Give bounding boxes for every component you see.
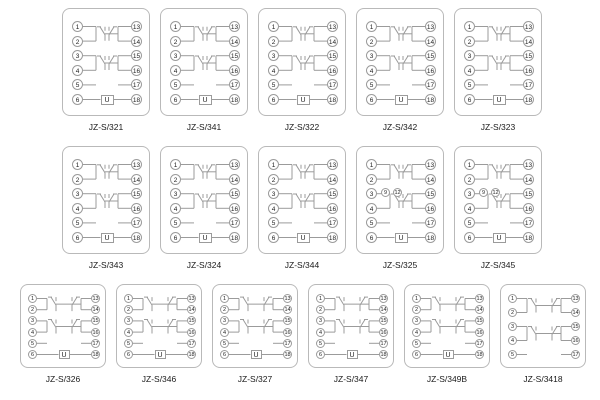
- terminal-pin-right-13: 13: [572, 296, 579, 302]
- terminal-pin-right-17: 17: [425, 79, 436, 90]
- terminal-pin-right-13: 13: [229, 21, 240, 32]
- panel-border: [356, 8, 444, 116]
- terminal-pin-left-1: 1: [366, 159, 377, 170]
- terminal-pin-left-5: 5: [124, 339, 133, 348]
- terminal-pin-right-14: 14: [523, 36, 534, 47]
- terminal-pin-left-3: 3: [72, 50, 83, 61]
- terminal-pin-left-6: 6: [124, 350, 133, 359]
- terminal-pin-left-1: 1: [366, 21, 377, 32]
- terminal-pin-right-18: 18: [425, 94, 436, 105]
- terminal-pin-right-15: 15: [229, 50, 240, 61]
- terminal-pin-right-15: 15: [476, 318, 483, 325]
- terminal-pin-right-17: 17: [523, 79, 534, 90]
- terminal-pin-left-6: 6: [170, 94, 181, 105]
- terminal-pin-right-15: 15: [572, 324, 579, 330]
- terminal-pin-right-14: 14: [229, 174, 240, 185]
- terminal-pin-left-3: 3: [170, 188, 181, 199]
- panel-caption: JZ-S/346: [141, 374, 177, 384]
- terminal-pin-right-16: 16: [380, 329, 387, 336]
- terminal-pin-left-4: 4: [170, 65, 181, 76]
- terminal-pin-left-1: 1: [464, 159, 475, 170]
- terminal-pin-left-1: 1: [220, 294, 229, 303]
- panel-caption: JZ-S/345: [480, 260, 516, 270]
- diagram-panel: [258, 146, 346, 276]
- terminal-pin-left-3: 3: [366, 50, 377, 61]
- terminal-pin-left-4: 4: [220, 328, 229, 337]
- terminal-pin-left-3: 3: [72, 188, 83, 199]
- terminal-pin-left-6: 6: [268, 94, 279, 105]
- terminal-pin-right-16: 16: [523, 65, 534, 76]
- terminal-pin-right-13: 13: [92, 296, 99, 302]
- terminal-pin-left-2: 2: [316, 305, 325, 314]
- terminal-pin-right-16: 16: [229, 65, 240, 76]
- diagram-panel: [160, 8, 248, 138]
- terminal-pin-right-13: 13: [380, 296, 387, 302]
- terminal-pin-left-3: 3: [412, 316, 421, 325]
- terminal-pin-left-3: 3: [316, 316, 325, 325]
- terminal-pin-right-14: 14: [327, 174, 338, 185]
- panel-caption: JZ-S/341: [186, 122, 222, 132]
- coil-symbol: U: [297, 95, 310, 105]
- terminal-pin-left-1: 1: [268, 159, 279, 170]
- terminal-pin-right-15: 15: [380, 318, 387, 325]
- terminal-pin-left-6: 6: [464, 94, 475, 105]
- panel-border: [258, 8, 346, 116]
- diagram-panel: [258, 8, 346, 138]
- terminal-pin-right-14: 14: [327, 36, 338, 47]
- terminal-pin-left-3: 3: [170, 50, 181, 61]
- panel-caption: JZ-S/322: [284, 122, 320, 132]
- terminal-pin-right-17: 17: [380, 340, 387, 347]
- panel-border: [454, 146, 542, 254]
- terminal-pin-left-1: 1: [72, 21, 83, 32]
- terminal-pin-right-15: 15: [131, 188, 142, 199]
- terminal-pin-left-5: 5: [316, 339, 325, 348]
- diagram-panel: [62, 8, 150, 138]
- terminal-pin-right-17: 17: [188, 340, 195, 347]
- terminal-pin-right-17: 17: [425, 217, 436, 228]
- terminal-pin-right-14: 14: [476, 307, 483, 314]
- terminal-pin-right-15: 15: [425, 188, 436, 199]
- terminal-pin-left-1: 1: [170, 21, 181, 32]
- terminal-pin-right-17: 17: [229, 217, 240, 228]
- terminal-pin-right-16: 16: [284, 329, 291, 336]
- terminal-pin-left-2: 2: [170, 36, 181, 47]
- terminal-pin-extra-9: 9: [381, 188, 390, 197]
- panel-border: [258, 146, 346, 254]
- terminal-pin-left-4: 4: [268, 203, 279, 214]
- terminal-pin-right-18: 18: [523, 94, 534, 105]
- terminal-pin-right-16: 16: [425, 203, 436, 214]
- coil-symbol: U: [59, 350, 70, 359]
- terminal-pin-right-15: 15: [327, 50, 338, 61]
- terminal-pin-left-6: 6: [464, 232, 475, 243]
- terminal-pin-right-14: 14: [188, 307, 195, 314]
- terminal-pin-left-4: 4: [316, 328, 325, 337]
- terminal-pin-left-6: 6: [220, 350, 229, 359]
- terminal-pin-left-4: 4: [508, 336, 517, 345]
- terminal-pin-right-14: 14: [284, 307, 291, 314]
- terminal-pin-left-1: 1: [28, 294, 37, 303]
- terminal-pin-right-13: 13: [523, 159, 534, 170]
- terminal-pin-left-5: 5: [464, 79, 475, 90]
- panel-caption: JZ-S/343: [88, 260, 124, 270]
- terminal-pin-right-13: 13: [284, 296, 291, 302]
- terminal-pin-right-15: 15: [425, 50, 436, 61]
- panel-caption: JZ-S/323: [480, 122, 516, 132]
- terminal-pin-right-13: 13: [523, 21, 534, 32]
- terminal-pin-left-5: 5: [72, 79, 83, 90]
- terminal-pin-left-2: 2: [28, 305, 37, 314]
- terminal-pin-extra-12: 12: [492, 190, 499, 197]
- panel-caption: JZ-S/321: [88, 122, 124, 132]
- terminal-pin-right-16: 16: [188, 329, 195, 336]
- terminal-pin-left-5: 5: [268, 79, 279, 90]
- terminal-pin-right-14: 14: [229, 36, 240, 47]
- diagram-panel: [212, 284, 298, 390]
- terminal-pin-left-3: 3: [464, 188, 475, 199]
- terminal-pin-right-13: 13: [229, 159, 240, 170]
- terminal-pin-right-18: 18: [425, 232, 436, 243]
- diagram-panel: [356, 146, 444, 276]
- terminal-pin-left-2: 2: [366, 174, 377, 185]
- panel-border: [160, 146, 248, 254]
- terminal-pin-right-17: 17: [572, 352, 579, 358]
- terminal-pin-left-6: 6: [72, 94, 83, 105]
- panel-border: [308, 284, 394, 368]
- terminal-pin-left-5: 5: [366, 79, 377, 90]
- terminal-pin-right-15: 15: [284, 318, 291, 325]
- terminal-pin-right-16: 16: [476, 329, 483, 336]
- terminal-pin-left-5: 5: [170, 217, 181, 228]
- terminal-pin-left-5: 5: [412, 339, 421, 348]
- panel-caption: JZ-S/327: [237, 374, 273, 384]
- coil-symbol: U: [251, 350, 262, 359]
- terminal-pin-left-5: 5: [28, 339, 37, 348]
- terminal-pin-left-5: 5: [72, 217, 83, 228]
- terminal-pin-right-13: 13: [327, 159, 338, 170]
- terminal-pin-left-6: 6: [366, 232, 377, 243]
- terminal-pin-right-18: 18: [229, 94, 240, 105]
- terminal-pin-right-18: 18: [188, 352, 195, 358]
- terminal-pin-left-2: 2: [220, 305, 229, 314]
- terminal-pin-left-3: 3: [464, 50, 475, 61]
- terminal-pin-left-2: 2: [268, 174, 279, 185]
- terminal-pin-right-16: 16: [131, 65, 142, 76]
- terminal-pin-right-16: 16: [425, 65, 436, 76]
- terminal-pin-right-17: 17: [327, 217, 338, 228]
- terminal-pin-left-6: 6: [366, 94, 377, 105]
- panel-caption: JZ-S/324: [186, 260, 222, 270]
- terminal-pin-left-2: 2: [72, 36, 83, 47]
- diagram-panel: [356, 8, 444, 138]
- panel-caption: JZ-S/325: [382, 260, 418, 270]
- panel-caption: JZ-S/342: [382, 122, 418, 132]
- coil-symbol: U: [395, 233, 408, 243]
- terminal-pin-right-16: 16: [523, 203, 534, 214]
- panel-border: [404, 284, 490, 368]
- terminal-pin-right-13: 13: [131, 159, 142, 170]
- terminal-pin-right-17: 17: [131, 79, 142, 90]
- terminal-pin-left-6: 6: [72, 232, 83, 243]
- terminal-pin-left-3: 3: [268, 188, 279, 199]
- diagram-panel: [116, 284, 202, 390]
- terminal-pin-right-13: 13: [425, 159, 436, 170]
- terminal-pin-left-3: 3: [268, 50, 279, 61]
- terminal-pin-right-18: 18: [131, 232, 142, 243]
- terminal-pin-left-4: 4: [28, 328, 37, 337]
- diagram-panel: [500, 284, 586, 390]
- coil-symbol: U: [493, 233, 506, 243]
- terminal-pin-left-3: 3: [124, 316, 133, 325]
- terminal-pin-right-16: 16: [327, 203, 338, 214]
- terminal-pin-right-17: 17: [284, 340, 291, 347]
- terminal-pin-right-15: 15: [188, 318, 195, 325]
- coil-symbol: U: [199, 233, 212, 243]
- panel-border: [62, 8, 150, 116]
- terminal-pin-right-18: 18: [327, 232, 338, 243]
- terminal-pin-left-5: 5: [268, 217, 279, 228]
- terminal-pin-right-18: 18: [229, 232, 240, 243]
- terminal-pin-left-6: 6: [412, 350, 421, 359]
- terminal-pin-left-2: 2: [72, 174, 83, 185]
- terminal-pin-left-2: 2: [366, 36, 377, 47]
- terminal-pin-right-18: 18: [523, 232, 534, 243]
- terminal-pin-left-1: 1: [124, 294, 133, 303]
- terminal-pin-left-4: 4: [170, 203, 181, 214]
- coil-symbol: U: [199, 95, 212, 105]
- terminal-pin-left-1: 1: [268, 21, 279, 32]
- terminal-pin-left-1: 1: [464, 21, 475, 32]
- panel-border: [356, 146, 444, 254]
- panel-border: [20, 284, 106, 368]
- terminal-pin-extra-9: 9: [479, 188, 488, 197]
- terminal-pin-left-4: 4: [366, 65, 377, 76]
- diagram-panel: [454, 146, 542, 276]
- terminal-pin-right-17: 17: [131, 217, 142, 228]
- terminal-pin-right-17: 17: [92, 340, 99, 347]
- terminal-pin-right-15: 15: [92, 318, 99, 325]
- terminal-pin-right-15: 15: [229, 188, 240, 199]
- terminal-pin-left-5: 5: [464, 217, 475, 228]
- panel-border: [160, 8, 248, 116]
- terminal-pin-left-2: 2: [268, 36, 279, 47]
- terminal-pin-left-2: 2: [464, 174, 475, 185]
- terminal-pin-right-18: 18: [380, 352, 387, 358]
- terminal-pin-left-6: 6: [316, 350, 325, 359]
- terminal-pin-left-1: 1: [72, 159, 83, 170]
- terminal-pin-left-4: 4: [464, 65, 475, 76]
- terminal-pin-left-3: 3: [28, 316, 37, 325]
- terminal-pin-right-17: 17: [476, 340, 483, 347]
- panel-border: [500, 284, 586, 368]
- terminal-pin-right-16: 16: [572, 338, 579, 344]
- terminal-pin-left-6: 6: [268, 232, 279, 243]
- panel-caption: JZ-S/344: [284, 260, 320, 270]
- terminal-pin-left-5: 5: [508, 350, 517, 359]
- terminal-pin-left-2: 2: [170, 174, 181, 185]
- coil-symbol: U: [493, 95, 506, 105]
- terminal-pin-left-4: 4: [464, 203, 475, 214]
- terminal-pin-right-15: 15: [523, 188, 534, 199]
- terminal-pin-right-16: 16: [92, 329, 99, 336]
- panel-border: [454, 8, 542, 116]
- terminal-pin-left-4: 4: [72, 65, 83, 76]
- coil-symbol: U: [395, 95, 408, 105]
- terminal-pin-right-14: 14: [523, 174, 534, 185]
- terminal-pin-extra-12: 12: [394, 190, 401, 197]
- panel-caption: JZ-S/326: [45, 374, 81, 384]
- diagram-panel: [308, 284, 394, 390]
- panel-caption: JZ-S/349B: [426, 374, 468, 384]
- terminal-pin-right-16: 16: [229, 203, 240, 214]
- terminal-pin-right-17: 17: [327, 79, 338, 90]
- terminal-pin-left-3: 3: [508, 322, 517, 331]
- diagram-panel: [20, 284, 106, 390]
- terminal-pin-right-14: 14: [572, 310, 579, 316]
- terminal-pin-left-2: 2: [412, 305, 421, 314]
- terminal-pin-right-14: 14: [380, 307, 387, 314]
- terminal-pin-left-5: 5: [366, 217, 377, 228]
- terminal-pin-right-13: 13: [476, 296, 483, 302]
- diagram-panel: [454, 8, 542, 138]
- terminal-pin-left-1: 1: [412, 294, 421, 303]
- terminal-pin-left-4: 4: [268, 65, 279, 76]
- panel-caption: JZ-S/3418: [523, 374, 563, 384]
- terminal-pin-right-14: 14: [425, 36, 436, 47]
- terminal-pin-right-14: 14: [92, 307, 99, 314]
- panel-border: [116, 284, 202, 368]
- terminal-pin-right-15: 15: [523, 50, 534, 61]
- coil-symbol: U: [101, 95, 114, 105]
- terminal-pin-right-13: 13: [131, 21, 142, 32]
- terminal-pin-left-4: 4: [366, 203, 377, 214]
- terminal-pin-right-14: 14: [131, 36, 142, 47]
- terminal-pin-left-4: 4: [124, 328, 133, 337]
- terminal-pin-left-2: 2: [124, 305, 133, 314]
- terminal-pin-left-2: 2: [464, 36, 475, 47]
- terminal-pin-left-2: 2: [508, 308, 517, 317]
- terminal-pin-left-6: 6: [28, 350, 37, 359]
- terminal-pin-right-15: 15: [327, 188, 338, 199]
- terminal-pin-left-3: 3: [366, 188, 377, 199]
- diagram-panel: [404, 284, 490, 390]
- terminal-pin-left-3: 3: [220, 316, 229, 325]
- terminal-pin-left-4: 4: [412, 328, 421, 337]
- terminal-pin-right-18: 18: [131, 94, 142, 105]
- terminal-pin-left-1: 1: [508, 294, 517, 303]
- terminal-pin-right-17: 17: [523, 217, 534, 228]
- panel-caption: JZ-S/347: [333, 374, 369, 384]
- terminal-pin-left-5: 5: [170, 79, 181, 90]
- terminal-pin-right-16: 16: [327, 65, 338, 76]
- terminal-pin-right-15: 15: [131, 50, 142, 61]
- coil-symbol: U: [297, 233, 310, 243]
- terminal-pin-right-18: 18: [327, 94, 338, 105]
- terminal-pin-right-16: 16: [131, 203, 142, 214]
- terminal-pin-right-17: 17: [229, 79, 240, 90]
- diagram-panel: [62, 146, 150, 276]
- terminal-pin-right-13: 13: [327, 21, 338, 32]
- terminal-pin-left-6: 6: [170, 232, 181, 243]
- terminal-pin-right-13: 13: [425, 21, 436, 32]
- panel-border: [62, 146, 150, 254]
- terminal-pin-left-1: 1: [170, 159, 181, 170]
- terminal-pin-left-5: 5: [220, 339, 229, 348]
- coil-symbol: U: [443, 350, 454, 359]
- terminal-pin-right-14: 14: [425, 174, 436, 185]
- terminal-pin-right-14: 14: [131, 174, 142, 185]
- terminal-pin-right-18: 18: [92, 352, 99, 358]
- terminal-pin-left-4: 4: [72, 203, 83, 214]
- terminal-pin-right-13: 13: [188, 296, 195, 302]
- diagram-panel: [160, 146, 248, 276]
- terminal-pin-right-18: 18: [476, 352, 483, 358]
- coil-symbol: U: [101, 233, 114, 243]
- terminal-pin-left-1: 1: [316, 294, 325, 303]
- coil-symbol: U: [155, 350, 166, 359]
- terminal-pin-right-18: 18: [284, 352, 291, 358]
- coil-symbol: U: [347, 350, 358, 359]
- panel-border: [212, 284, 298, 368]
